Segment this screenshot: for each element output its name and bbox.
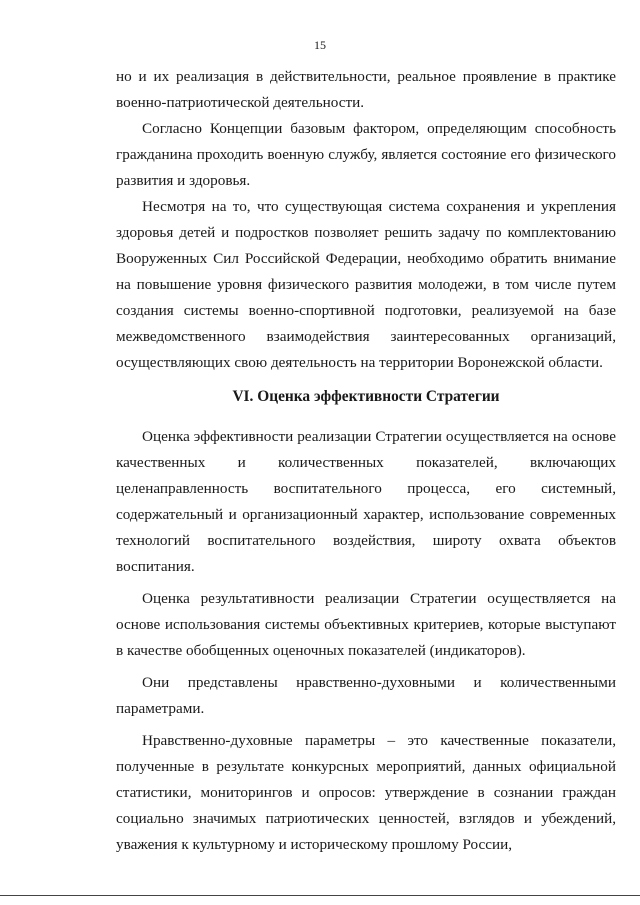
section-paragraph-3: Они представлены нравственно-духовными и количественными параметрами. [116, 674, 616, 717]
bottom-rule [0, 895, 640, 896]
section-paragraph-1: Оценка эффективности реализации Стратегии осуществляется на основе качественных и количественных показателей, включающих целенаправленность воспитательного процесса, его системный, содержательный и организационный характер, использование современных технологий воспитательного воздействия, широту охвата объектов воспитания. [116, 428, 616, 575]
page-number: 15 [314, 38, 326, 52]
paragraph-1: но и их реализация в действительности, реальное проявление в практике военно-патриотической деятельности. [116, 68, 616, 111]
paragraph-3: Несмотря на то, что существующая система сохранения и укрепления здоровья детей и подростков позволяет решить задачу по комплектованию Вооруженных Сил Российской Федерации, необходимо обратить внимание на повышение уровня физического развития молодежи, в том числе путем создания системы военно-спортивной подготовки, реализуемой на базе межведомственного взаимодействия заинтересованных организаций, осуществляющих свою деятельность на территории Воронежской области. [116, 198, 616, 371]
section-paragraph-2: Оценка результативности реализации Стратегии осуществляется на основе использования системы объективных критериев, которые выступают в качестве обобщенных оценочных показателей (индикаторов). [116, 590, 616, 659]
document-body [116, 64, 616, 858]
section-heading: VI. Оценка эффективности Стратегии [232, 388, 500, 405]
paragraph-2: Согласно Концепции базовым фактором, определяющим способность гражданина проходить военную службу, является состояние его физического развития и здоровья. [116, 120, 616, 189]
section-paragraph-4: Нравственно-духовные параметры – это качественные показатели, полученные в результате конкурсных мероприятий, данных официальной статистики, мониторингов и опросов: утверждение в сознании граждан социально значимых патриотических ценностей, взглядов и убеждений, уважения к культурному и историческому прошлому России, [116, 732, 616, 853]
